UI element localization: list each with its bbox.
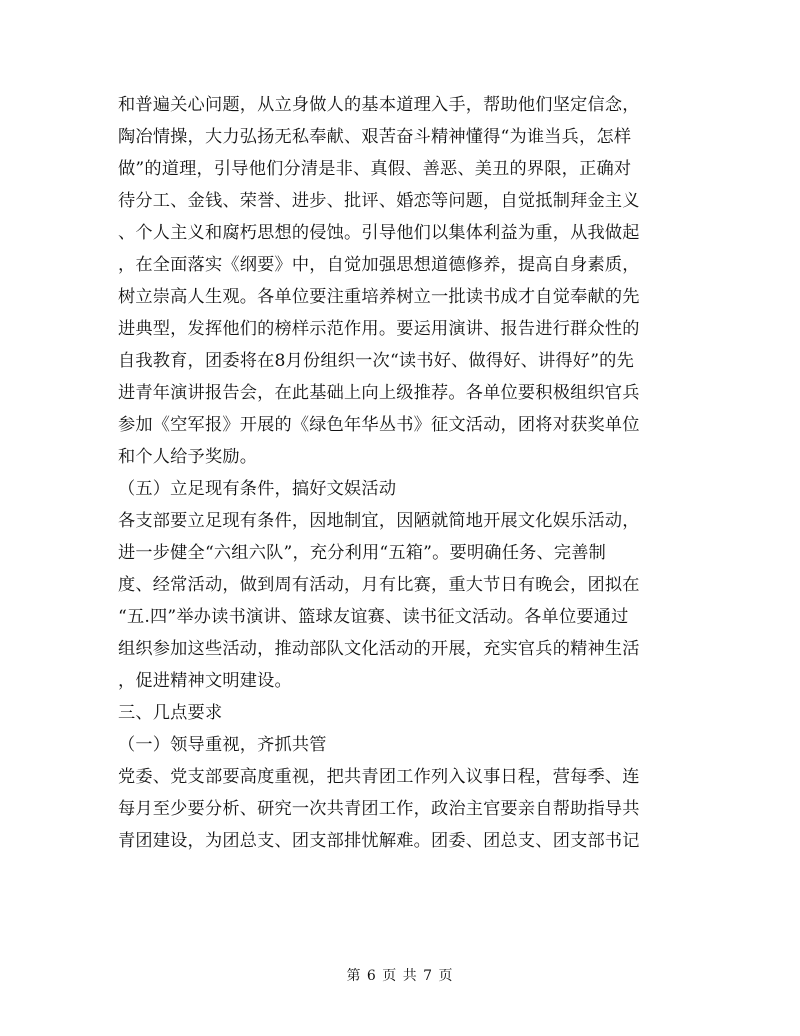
section-heading: 三、几点要求 (118, 703, 223, 723)
text-line: 和个人给予奖励。 (118, 447, 258, 467)
text-line: 进青年演讲报告会，在此基础上向上级推荐。各单位要积极组织官兵 (118, 383, 640, 403)
text-line: 青团建设，为团总支、团支部排忧解难。团委、团总支、团支部书记 (118, 831, 640, 851)
text-line: 参加《空军报》开展的《绿色年华丛书》征文活动，团将对获奖单位 (118, 415, 640, 435)
document-body (118, 89, 688, 857)
section-heading: （一）领导重视，齐抓共管 (118, 735, 327, 755)
text-line: 度、经常活动，做到周有活动，月有比赛，重大节日有晚会，团拟在 (118, 575, 640, 595)
text-line: 陶冶情操，大力弘扬无私奉献、艰苦奋斗精神懂得“为谁当兵，怎样 (118, 127, 632, 147)
text-line: 党委、党支部要高度重视，把共青团工作列入议事日程，营每季、连 (118, 767, 640, 787)
text-line: ，在全面落实《纲要》中，自觉加强思想道德修养，提高自身素质， (118, 255, 640, 275)
text-line: 每月至少要分析、研究一次共青团工作，政治主官要亲自帮助指导共 (118, 799, 640, 819)
page-number-footer: 第 6 页 共 7 页 (346, 968, 454, 984)
text-line: 、个人主义和腐朽思想的侵蚀。引导他们以集体利益为重，从我做起 (118, 223, 640, 243)
text-line: 待分工、金钱、荣誉、进步、批评、婚恋等问题，自觉抵制拜金主义 (118, 191, 640, 211)
text-line: 树立崇高人生观。各单位要注重培养树立一批读书成才自觉奉献的先 (118, 287, 640, 307)
text-line: 做”的道理，引导他们分清是非、真假、善恶、美丑的界限，正确对 (118, 159, 632, 179)
text-line: 进典型，发挥他们的榜样示范作用。要运用演讲、报告进行群众性的 (118, 319, 640, 339)
text-line: 各支部要立足现有条件，因地制宜，因陋就简地开展文化娱乐活动， (118, 511, 640, 531)
text-line: 自我教育，团委将在8月份组织一次“读书好、做得好、讲得好”的先 (118, 351, 634, 371)
text-line: “五.四”举办读书演讲、篮球友谊赛、读书征文活动。各单位要通过 (118, 607, 629, 627)
text-line: 组织参加这些活动，推动部队文化活动的开展，充实官兵的精神生活 (118, 639, 640, 659)
section-heading: （五）立足现有条件，搞好文娱活动 (118, 479, 397, 499)
text-line: 和普遍关心问题，从立身做人的基本道理入手，帮助他们坚定信念， (118, 95, 640, 115)
text-line: ，促进精神文明建设。 (118, 671, 292, 691)
text-line: 进一步健全“六组六队”，充分利用“五箱”。要明确任务、完善制 (118, 543, 607, 563)
